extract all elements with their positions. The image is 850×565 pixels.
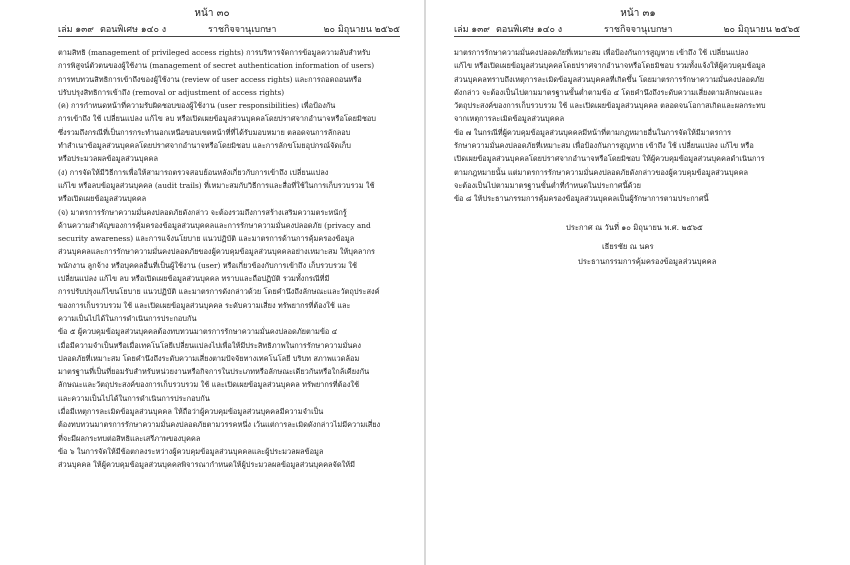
text-line: ส่วนบุคคลทราบถึงเหตุการละเมิดข้อมูลส่วนบุคคลที่เกิดขึ้น โดยมาตรการรักษาความมั่นคงปลอดภัย [454, 74, 765, 84]
text-line: เปิดเผยข้อมูลส่วนบุคคลโดยปราศจากอำนาจหรือโดยมิชอบ ให้ผู้ควบคุมข้อมูลส่วนบุคคลดำเนินการ [454, 154, 765, 164]
text-line: ซึ่งรวมถึงกรณีที่เป็นการกระทำนอกเหนือขอบเขตหน้าที่ที่ได้รับมอบหมาย ตลอดจนการลักลอบ [58, 127, 351, 137]
text-line: มาตรการรักษาความมั่นคงปลอดภัยที่เหมาะสม เพื่อป้องกันการสูญหาย เข้าถึง ใช้ เปลี่ยนแปลง [454, 48, 749, 57]
text-line: การพิสูจน์ตัวตนของผู้ใช้งาน (management of secret authentication information of users) [58, 61, 375, 71]
text-line: ลักษณะและวัตถุประสงค์ของการเก็บรวบรวม ใช้ และเปิดเผยข้อมูลส่วนบุคคล ทรัพยากรที่ต้องใช้ [58, 380, 360, 390]
volume-label: เล่ม ๑๓๙ [454, 25, 490, 35]
header-rule [58, 36, 400, 37]
text-line: จากเหตุการละเมิดข้อมูลส่วนบุคคล [454, 114, 565, 124]
gazette-name: ราชกิจจานุเบกษา [604, 25, 673, 35]
text-line: หรือประมวลผลข้อมูลส่วนบุคคล [58, 154, 159, 164]
text-line: ข้อ ๘ ให้ประธานกรรมการคุ้มครองข้อมูลส่วนบุคคลเป็นผู้รักษาการตามประกาศนี้ [454, 194, 709, 204]
text-line: หรือเปิดเผยข้อมูลส่วนบุคคล [58, 194, 147, 204]
text-line: (จ) มาตรการรักษาความมั่นคงปลอดภัยดังกล่าว จะต้องรวมถึงการสร้างเสริมความตระหนักรู้ [58, 207, 347, 217]
text-line: ดังกล่าว จะต้องเป็นไปตามมาตรฐานขั้นต่ำตามข้อ ๔ โดยคำนึงถึงระดับความเสี่ยงตามลักษณะและ [454, 87, 763, 97]
text-line: จะต้องเป็นไปตามมาตรฐานขั้นต่ำที่กำหนดในประกาศนี้ด้วย [454, 180, 641, 190]
text-line: เปลี่ยนแปลง แก้ไข ลบ หรือเปิดเผยข้อมูลส่วนบุคคล ทราบและถือปฏิบัติ รวมทั้งกรณีที่มี [58, 274, 330, 284]
issue-date: ๒๐ มิถุนายน ๒๕๖๕ [723, 25, 800, 35]
text-line: มาตรฐานที่เป็นที่ยอมรับสำหรับหน่วยงานหรือกิจการในประเภทหรือลักษณะเดียวกันหรือใกล้เคียงกัน [58, 367, 370, 377]
text-line: ส่วนบุคคล ให้ผู้ควบคุมข้อมูลส่วนบุคคลพิจารณากำหนดให้ผู้ประมวลผลข้อมูลส่วนบุคคลจัดให้มี [58, 460, 356, 470]
text-line: ข้อ ๕ ผู้ควบคุมข้อมูลส่วนบุคคลต้องทบทวนมาตรการรักษาความมั่นคงปลอดภัยตามข้อ ๔ [58, 327, 338, 337]
page-number: หน้า ๓๐ [194, 8, 230, 19]
signatory-title: ประธานกรรมการคุ้มครองข้อมูลส่วนบุคคล [578, 257, 717, 266]
text-line: (ง) การจัดให้มีวิธีการเพื่อให้สามารถตรวจสอบย้อนหลังเกี่ยวกับการเข้าถึง เปลี่ยนแปลง [58, 167, 329, 177]
text-line: ที่จะมีผลกระทบต่อสิทธิและเสรีภาพของบุคคล [58, 433, 201, 443]
text-line: ปลอดภัยที่เหมาะสม โดยคำนึงถึงระดับความเสี่ยงตามปัจจัยทางเทคโนโลยี บริบท สภาพแวดล้อม [58, 353, 360, 363]
text-line: ต้องทบทวนมาตรการรักษาความมั่นคงปลอดภัยตามวรรคหนึ่ง เว้นแต่การละเมิดดังกล่าวไม่มีความเสี่ยง [58, 420, 381, 430]
text-line: แก้ไข หรือเปิดเผยข้อมูลส่วนบุคคลโดยปราศจากอำนาจหรือโดยมิชอบ รวมทั้งแจ้งให้ผู้ควบคุมข้อมูล [454, 61, 766, 71]
text-line: เมื่อมีเหตุการละเมิดข้อมูลส่วนบุคคล ให้ถือว่าผู้ควบคุมข้อมูลส่วนบุคคลมีความจำเป็น [58, 407, 324, 417]
text-line: ความเป็นไปได้ในการดำเนินการประกอบกัน [58, 313, 197, 323]
body-text [58, 46, 402, 472]
text-line: และความเป็นไปได้ในการดำเนินการประกอบกัน [58, 393, 210, 403]
signatory-name: เธียรชัย ณ นคร [602, 242, 654, 251]
body-text [454, 46, 800, 206]
section-label: ตอนพิเศษ ๑๔๐ ง [496, 25, 563, 35]
left-page [0, 0, 424, 565]
text-line: ทำสำเนาข้อมูลส่วนบุคคลโดยปราศจากอำนาจหรือโดยมิชอบ และการลักขโมยอุปกรณ์จัดเก็บ [58, 141, 351, 151]
right-page [426, 0, 850, 565]
text-line: ส่วนบุคคลและการรักษาความมั่นคงปลอดภัยของผู้ควบคุมข้อมูลส่วนบุคคลอย่างเหมาะสม ให้บุคลากร [58, 247, 376, 257]
text-line: ด้านความสำคัญของการคุ้มครองข้อมูลส่วนบุคคลและการรักษาความมั่นคงปลอดภัย (privacy and [58, 220, 371, 230]
section-label: ตอนพิเศษ ๑๔๐ ง [100, 25, 167, 35]
text-line: ข้อ ๗ ในกรณีที่ผู้ควบคุมข้อมูลส่วนบุคคลมีหน้าที่ตามกฎหมายอื่นในการจัดให้มีมาตรการ [454, 127, 732, 137]
gazette-name: ราชกิจจานุเบกษา [208, 25, 277, 35]
volume-label: เล่ม ๑๓๙ [58, 25, 94, 35]
text-line: (ค) การกำหนดหน้าที่ความรับผิดชอบของผู้ใช้งาน (user responsibilities) เพื่อป้องกัน [58, 101, 336, 111]
text-line: ปรับปรุงสิทธิการเข้าถึง (removal or adjustment of access rights) [58, 87, 285, 97]
header-rule [454, 36, 800, 37]
text-line: เมื่อมีความจำเป็นหรือเมื่อเทคโนโลยีเปลี่ยนแปลงไปเพื่อให้มีประสิทธิภาพในการรักษาความมั่นคง [58, 340, 361, 350]
text-line: security awareness) และการแจ้งนโยบาย แนวปฏิบัติ และมาตรการด้านการคุ้มครองข้อมูล [58, 234, 355, 244]
announcement-date: ประกาศ ณ วันที่ ๑๐ มิถุนายน พ.ศ. ๒๕๖๕ [566, 223, 703, 232]
text-line: การทบทวนสิทธิการเข้าถึงของผู้ใช้งาน (review of user access rights) และการถอดถอนหรือ [58, 74, 362, 84]
text-line: การเข้าถึง ใช้ เปลี่ยนแปลง แก้ไข ลบ หรือเปิดเผยข้อมูลส่วนบุคคลโดยปราศจากอำนาจหรือโดยมิชอบ [58, 114, 376, 124]
text-line: รักษาความมั่นคงปลอดภัยที่เหมาะสม เพื่อป้องกันการสูญหาย เข้าถึง ใช้ เปลี่ยนแปลง แก้ไข หรือ [454, 141, 754, 151]
text-line: ตามสิทธิ (management of privileged access rights) การบริหารจัดการข้อมูลความลับสำหรับ [58, 48, 371, 57]
text-line: พนักงาน ลูกจ้าง หรือบุคคลอื่นที่เป็นผู้ใช้งาน (user) หรือเกี่ยวข้องกับการเข้าถึง เก็บรวบรวม ใช้ [58, 260, 357, 270]
issue-date: ๒๐ มิถุนายน ๒๕๖๕ [323, 25, 400, 35]
text-line: ตามกฎหมายนั้น แต่มาตรการรักษาความมั่นคงปลอดภัยดังกล่าวของผู้ควบคุมข้อมูลส่วนบุคคล [454, 167, 749, 177]
text-line: การปรับปรุงแก้ไขนโยบาย แนวปฏิบัติ และมาตรการดังกล่าวด้วย โดยคำนึงถึงลักษณะและวัตถุประสงค์ [58, 287, 380, 297]
text-line: ข้อ ๖ ในการจัดให้มีข้อตกลงระหว่างผู้ควบคุมข้อมูลส่วนบุคคลและผู้ประมวลผลข้อมูล [58, 446, 324, 456]
text-line: วัตถุประสงค์ของการเก็บรวบรวม ใช้ และเปิดเผยข้อมูลส่วนบุคคล ตลอดจนโอกาสเกิดและผลกระทบ [454, 101, 766, 111]
text-line: ของการเก็บรวบรวม ใช้ และเปิดเผยข้อมูลส่วนบุคคล ระดับความเสี่ยง ทรัพยากรที่ต้องใช้ และ [58, 300, 351, 310]
page-number: หน้า ๓๑ [620, 8, 656, 19]
text-line: แก้ไข หรือลบข้อมูลส่วนบุคคล (audit trails) ที่เหมาะสมกับวิธีการและสื่อที่ใช้ในการเก็บรวบรวม ใช้ [58, 180, 375, 190]
